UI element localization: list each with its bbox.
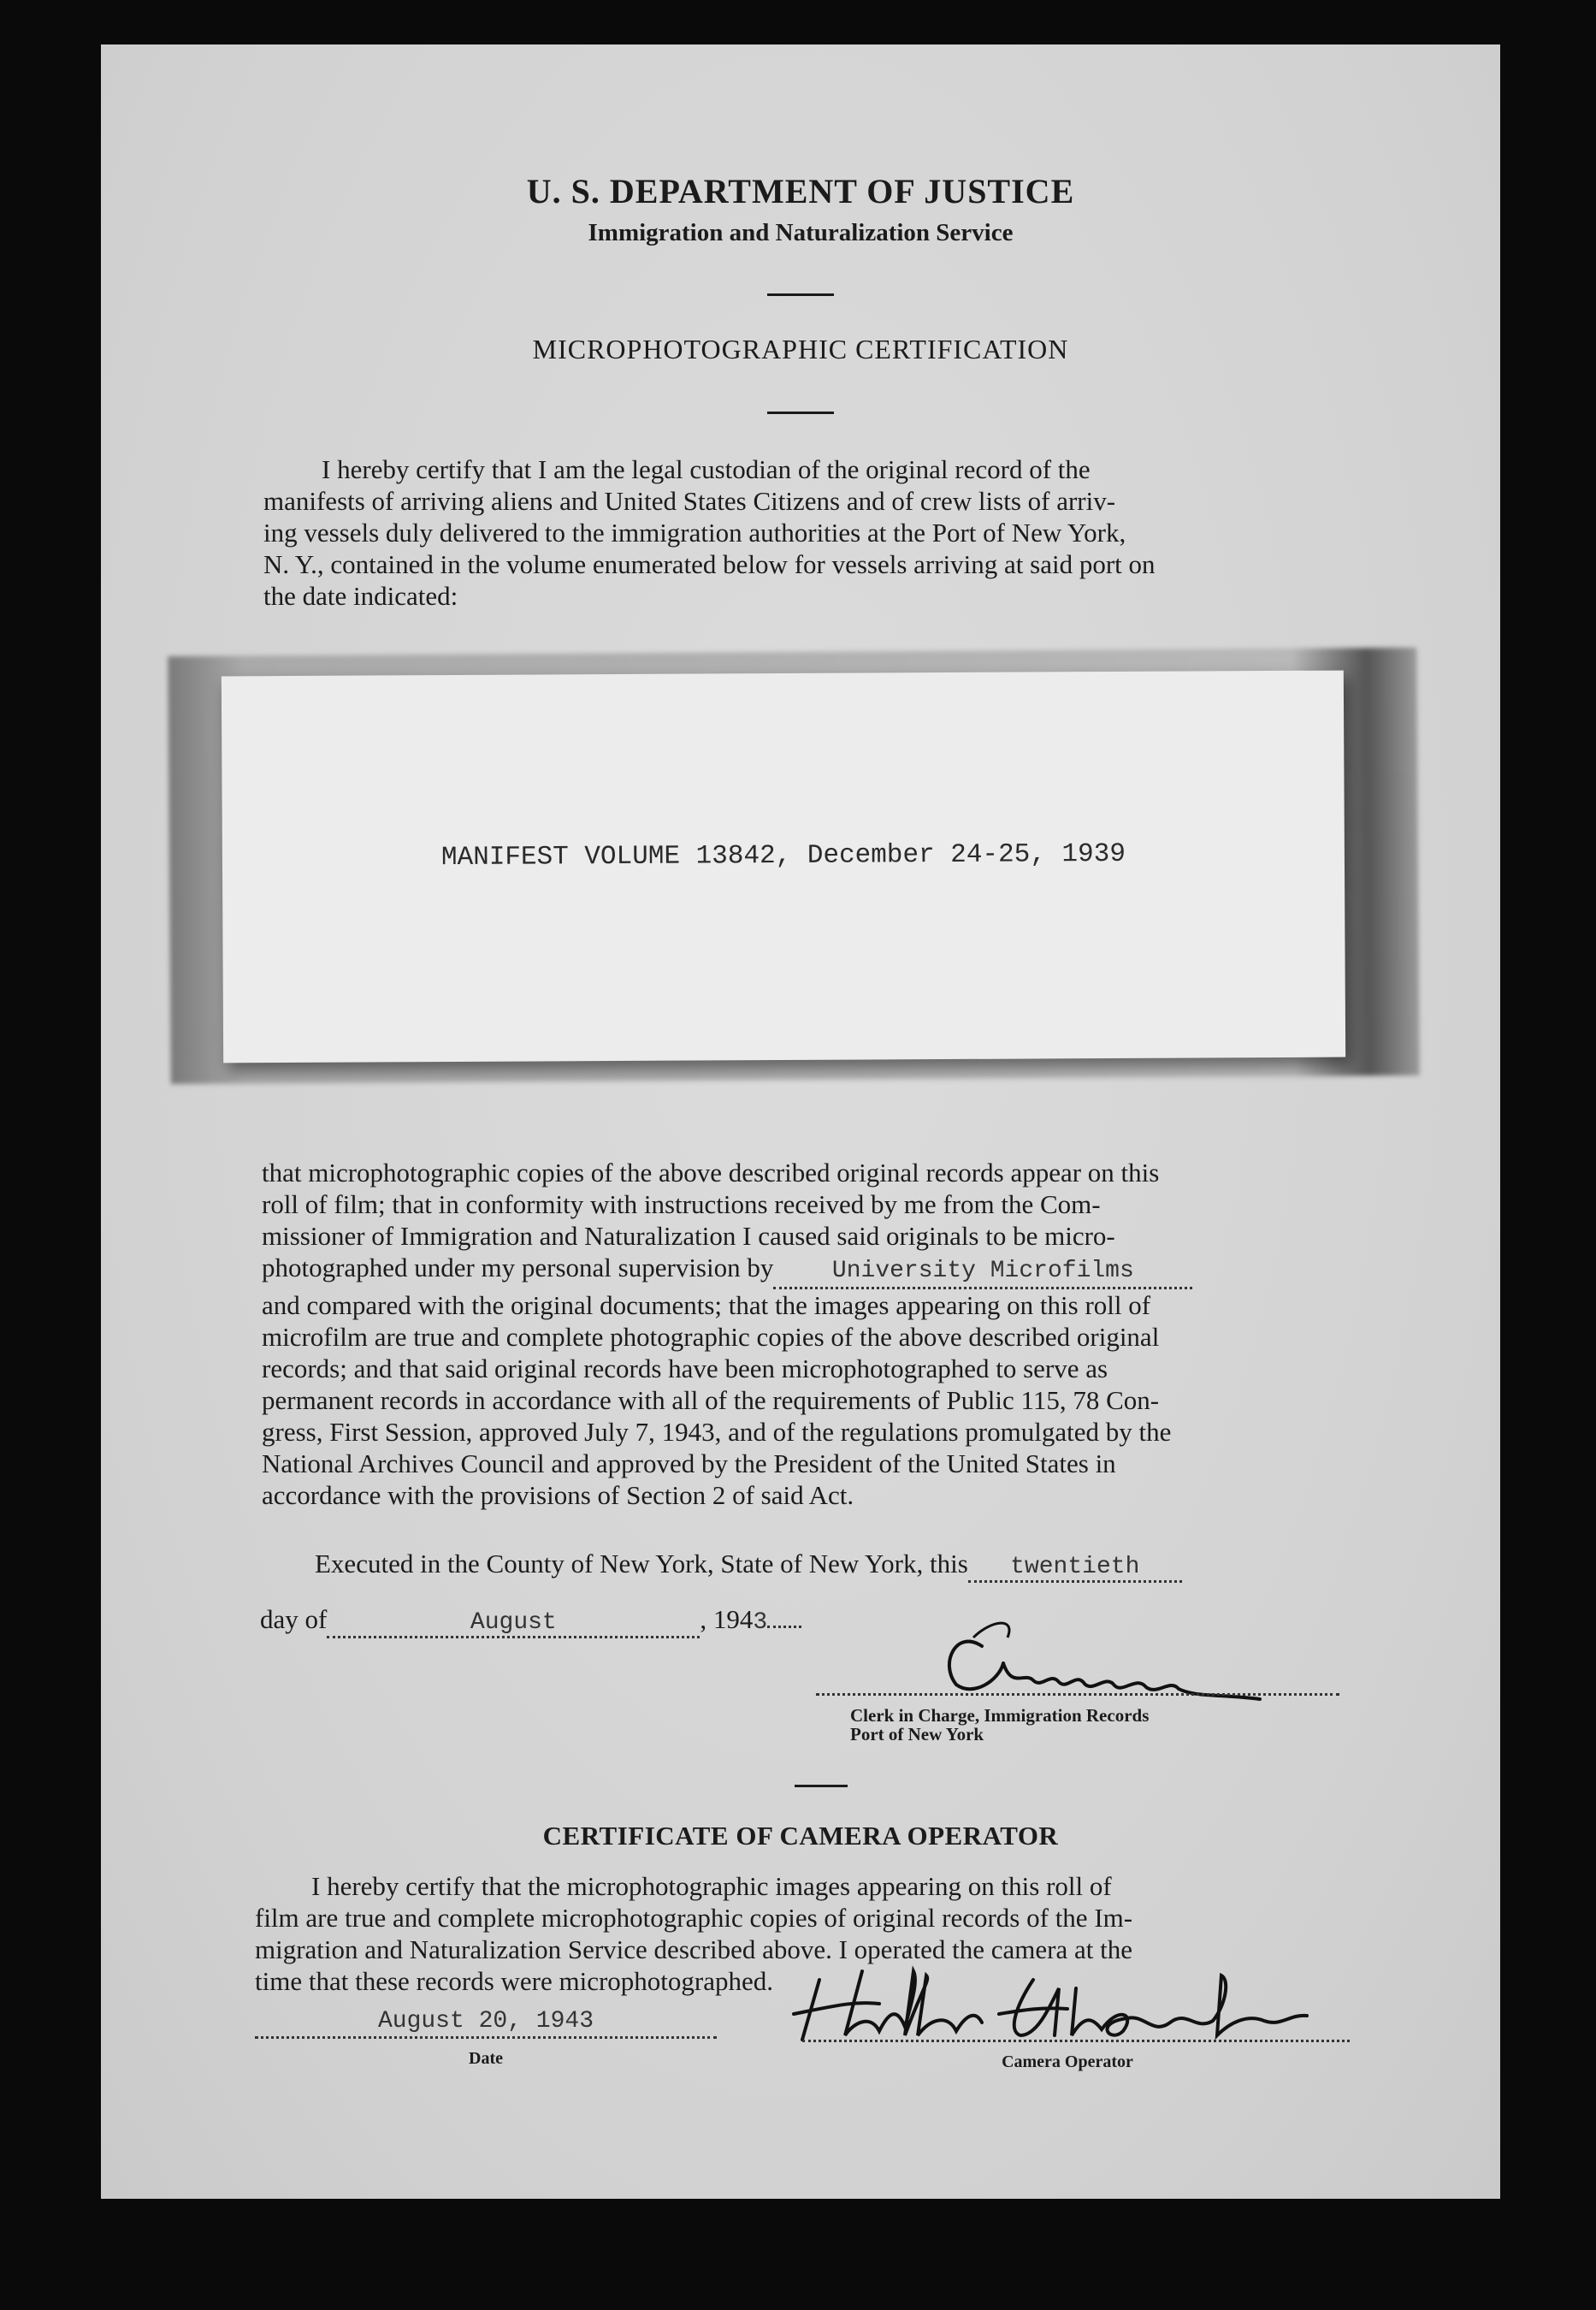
body-line: gress, First Session, approved July 7, 1943, and of the regulations promulgated by the	[262, 1417, 1172, 1447]
intro-paragraph	[263, 453, 1350, 612]
camera-line: time that these records were microphotographed.	[255, 1966, 773, 1996]
manifest-slip	[222, 671, 1345, 1063]
execution-day-field: twentieth	[968, 1554, 1182, 1583]
intro-line: ing vessels duly delivered to the immigration authorities at the Port of New York,	[263, 518, 1126, 548]
body-line: that microphotographic copies of the above described original records appear on this	[262, 1158, 1160, 1188]
clerk-title-line: Clerk in Charge, Immigration Records	[850, 1705, 1150, 1726]
intro-line: the date indicated:	[263, 581, 458, 611]
supervisor-field: University Microfilms	[773, 1255, 1192, 1289]
body-line: accordance with the provisions of Section 2 of said Act.	[262, 1480, 854, 1510]
clerk-signature-line	[816, 1691, 1339, 1696]
body-line: and compared with the original documents; that the images appearing on this roll of	[262, 1290, 1151, 1320]
year-dots	[767, 1626, 801, 1628]
body-line: microfilm are true and complete photographic copies of the above described original	[262, 1322, 1160, 1352]
body-line: permanent records in accordance with all of the requirements of Public 115, 78 Con-	[262, 1385, 1160, 1415]
camera-line: I hereby certify that the microphotographic images appearing on this roll of	[311, 1871, 1112, 1901]
certificate-page	[101, 44, 1500, 2199]
operator-label: Camera Operator	[1002, 2052, 1133, 2071]
date-label: Date	[469, 2049, 503, 2068]
department-title: U. S. DEPARTMENT OF JUSTICE	[526, 172, 1075, 210]
camera-certificate-title: CERTIFICATE OF CAMERA OPERATOR	[542, 1821, 1059, 1851]
divider	[795, 1785, 848, 1787]
body-line: missioner of Immigration and Naturalization I caused said originals to be micro-	[262, 1221, 1115, 1251]
divider	[767, 293, 834, 296]
body-line: records; and that said original records have been microphotographed to serve as	[262, 1353, 1108, 1383]
year-suffix: 3	[753, 1609, 768, 1636]
day-of-label: day of	[260, 1604, 328, 1634]
operator-block	[802, 2038, 1350, 2072]
intro-line: N. Y., contained in the volume enumerated below for vessels arriving at said port on	[263, 549, 1156, 579]
intro-line: manifests of arriving aliens and United States Citizens and of crew lists of arriv-	[263, 486, 1116, 516]
year-prefix: , 194	[700, 1604, 754, 1634]
certification-title: MICROPHOTOGRAPHIC CERTIFICATION	[532, 334, 1069, 364]
supervision-line	[262, 1252, 1346, 1289]
divider	[767, 412, 834, 414]
operator-signature-line	[802, 2038, 1350, 2042]
camera-line: migration and Naturalization Service described above. I operated the camera at the	[255, 1934, 1132, 1964]
body-paragraph	[262, 1157, 1346, 1511]
camera-date-field: August 20, 1943	[255, 2008, 717, 2039]
clerk-title-line: Port of New York	[850, 1724, 984, 1744]
supervision-prefix: photographed under my personal supervision by	[262, 1253, 774, 1282]
body-line: National Archives Council and approved by the President of the United States in	[262, 1448, 1116, 1478]
manifest-volume-text: MANIFEST VOLUME 13842, December 24-25, 1939	[440, 838, 1126, 874]
intro-line: I hereby certify that I am the legal custodian of the original record of the	[322, 454, 1091, 484]
camera-line: film are true and complete microphotographic copies of original records of the Im-	[255, 1903, 1133, 1933]
clerk-title	[850, 1706, 1149, 1744]
date-block	[255, 2008, 717, 2069]
day-of-line	[260, 1604, 801, 1638]
executed-prefix: Executed in the County of New York, State of New York, this	[315, 1549, 968, 1578]
execution-month-field: August	[327, 1609, 700, 1638]
executed-line	[315, 1549, 1182, 1583]
service-subtitle: Immigration and Naturalization Service	[588, 219, 1014, 246]
body-line: roll of film; that in conformity with instructions received by me from the Com-	[262, 1189, 1101, 1219]
